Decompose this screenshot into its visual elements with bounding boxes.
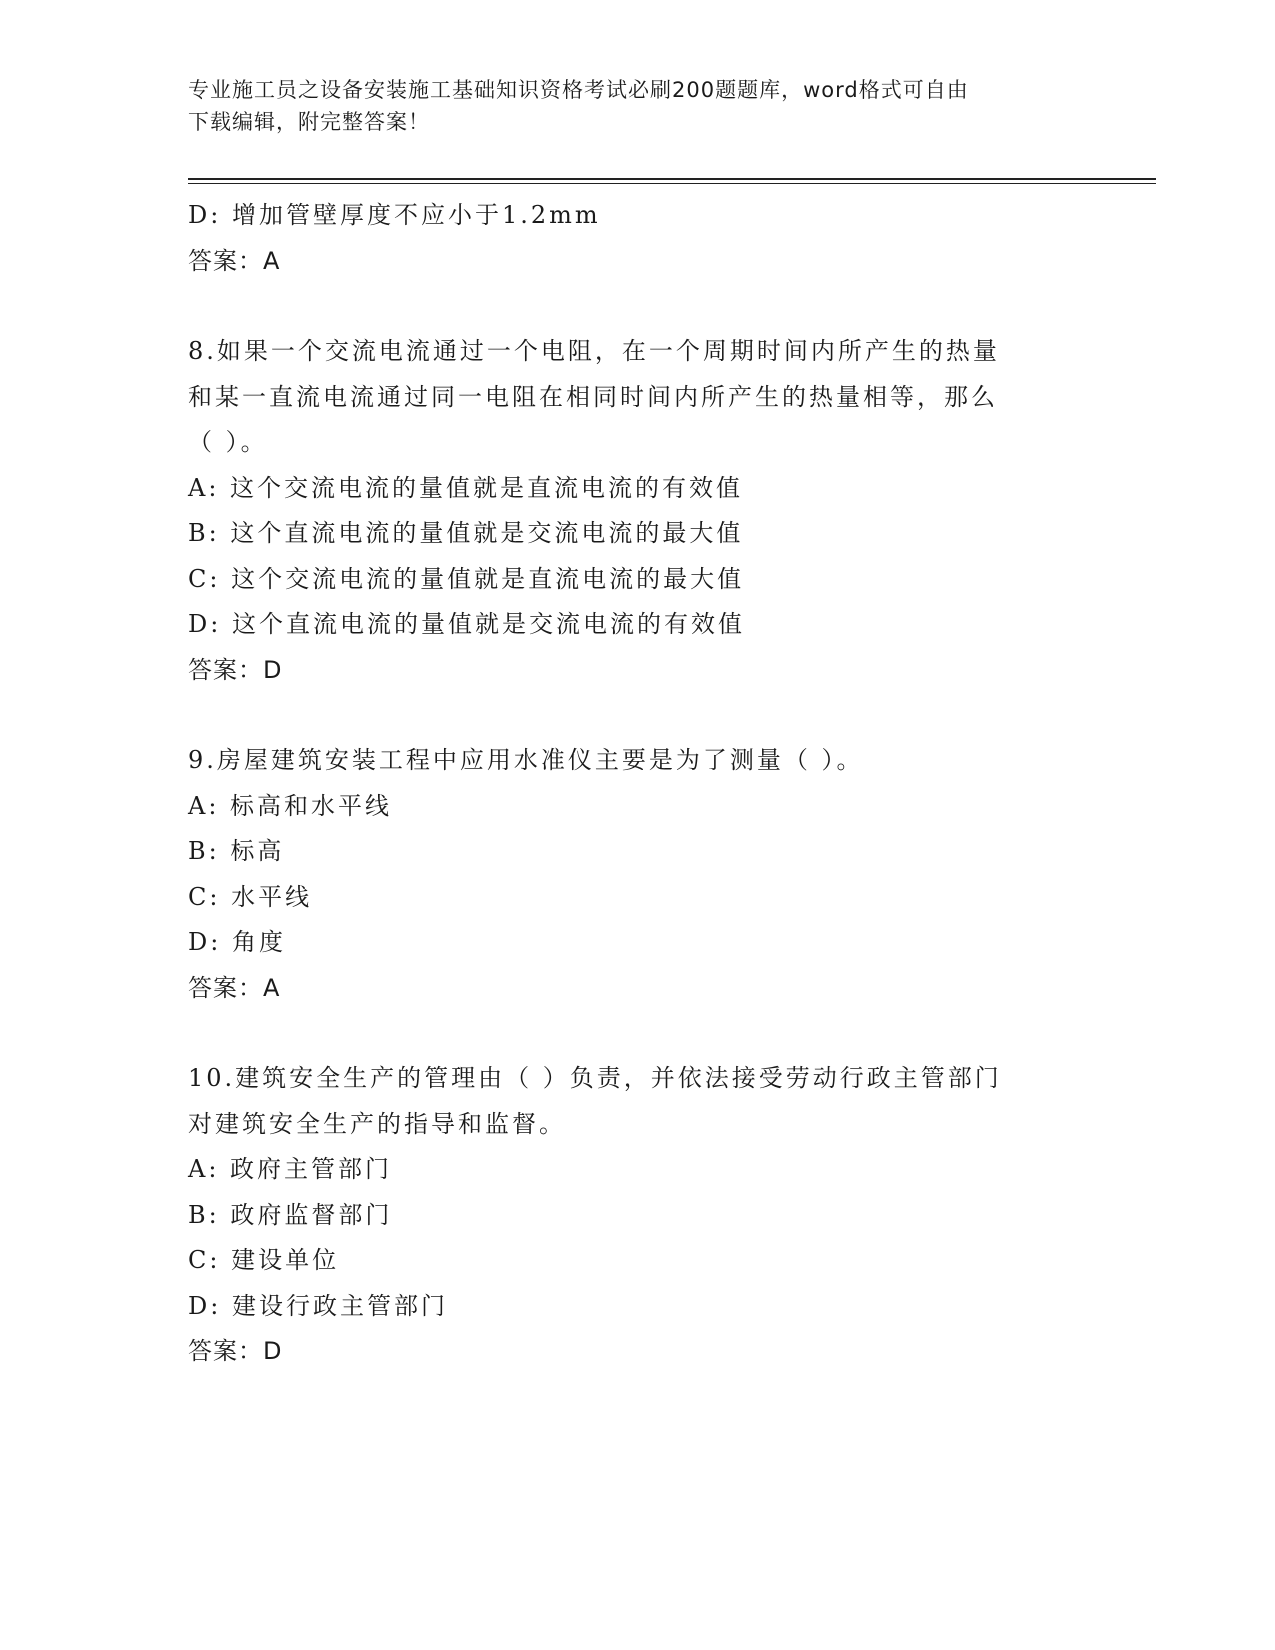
question-stem-line: 9.房屋建筑安装工程中应用水准仪主要是为了测量（ ）。 [188,746,864,774]
option-c: C: 这个交流电流的量值就是直流电流的最大值 [188,564,745,593]
answer-line: 答案：A [188,246,281,275]
question-stem-line: 10.建筑安全生产的管理由（ ）负责，并依法接受劳动行政主管部门 [188,1064,1002,1092]
option-b: B: 标高 [188,837,285,865]
question-stem-line: 和某一直流电流通过同一电阻在相同时间内所产生的热量相等，那么 [188,382,998,411]
spacer [188,284,1088,329]
document-header [188,74,1088,138]
option-b: B: 政府监督部门 [188,1200,393,1229]
question-stem-line: 8.如果一个交流电流通过一个电阻，在一个周期时间内所产生的热量 [188,337,1000,365]
option-b: B: 这个直流电流的量值就是交流电流的最大值 [188,519,744,547]
question-list [188,193,1088,1375]
option-d: D: 角度 [188,928,286,956]
header-line-1: 专业施工员之设备安装施工基础知识资格考试必刷200题题库，word格式可自由 [188,78,969,102]
header-line-2: 下载编辑，附完整答案！ [188,110,430,134]
carryover-question [188,193,1088,284]
option-d: D: 增加管壁厚度不应小于1.2mm [188,201,601,229]
option-c: C: 水平线 [188,882,313,911]
header-rule-thick [188,178,1156,180]
question-8 [188,329,1088,693]
option-d: D: 建设行政主管部门 [188,1291,448,1320]
question-stem-line: （ ）。 [188,428,268,456]
option-a: A: 政府主管部门 [188,1155,393,1183]
question-10 [188,1056,1088,1375]
question-9 [188,738,1088,1011]
answer-line: 答案：D [188,1337,283,1365]
option-c: C: 建设单位 [188,1246,340,1274]
option-a: A: 标高和水平线 [188,791,393,820]
question-stem-line: 对建筑安全生产的指导和监督。 [188,1109,566,1138]
spacer [188,693,1088,738]
option-d: D: 这个直流电流的量值就是交流电流的有效值 [188,610,745,638]
option-a: A: 这个交流电流的量值就是直流电流的有效值 [188,473,744,502]
header-rule-thin [188,183,1156,184]
answer-line: 答案：A [188,973,281,1002]
answer-line: 答案：D [188,655,283,684]
spacer [188,1011,1088,1056]
